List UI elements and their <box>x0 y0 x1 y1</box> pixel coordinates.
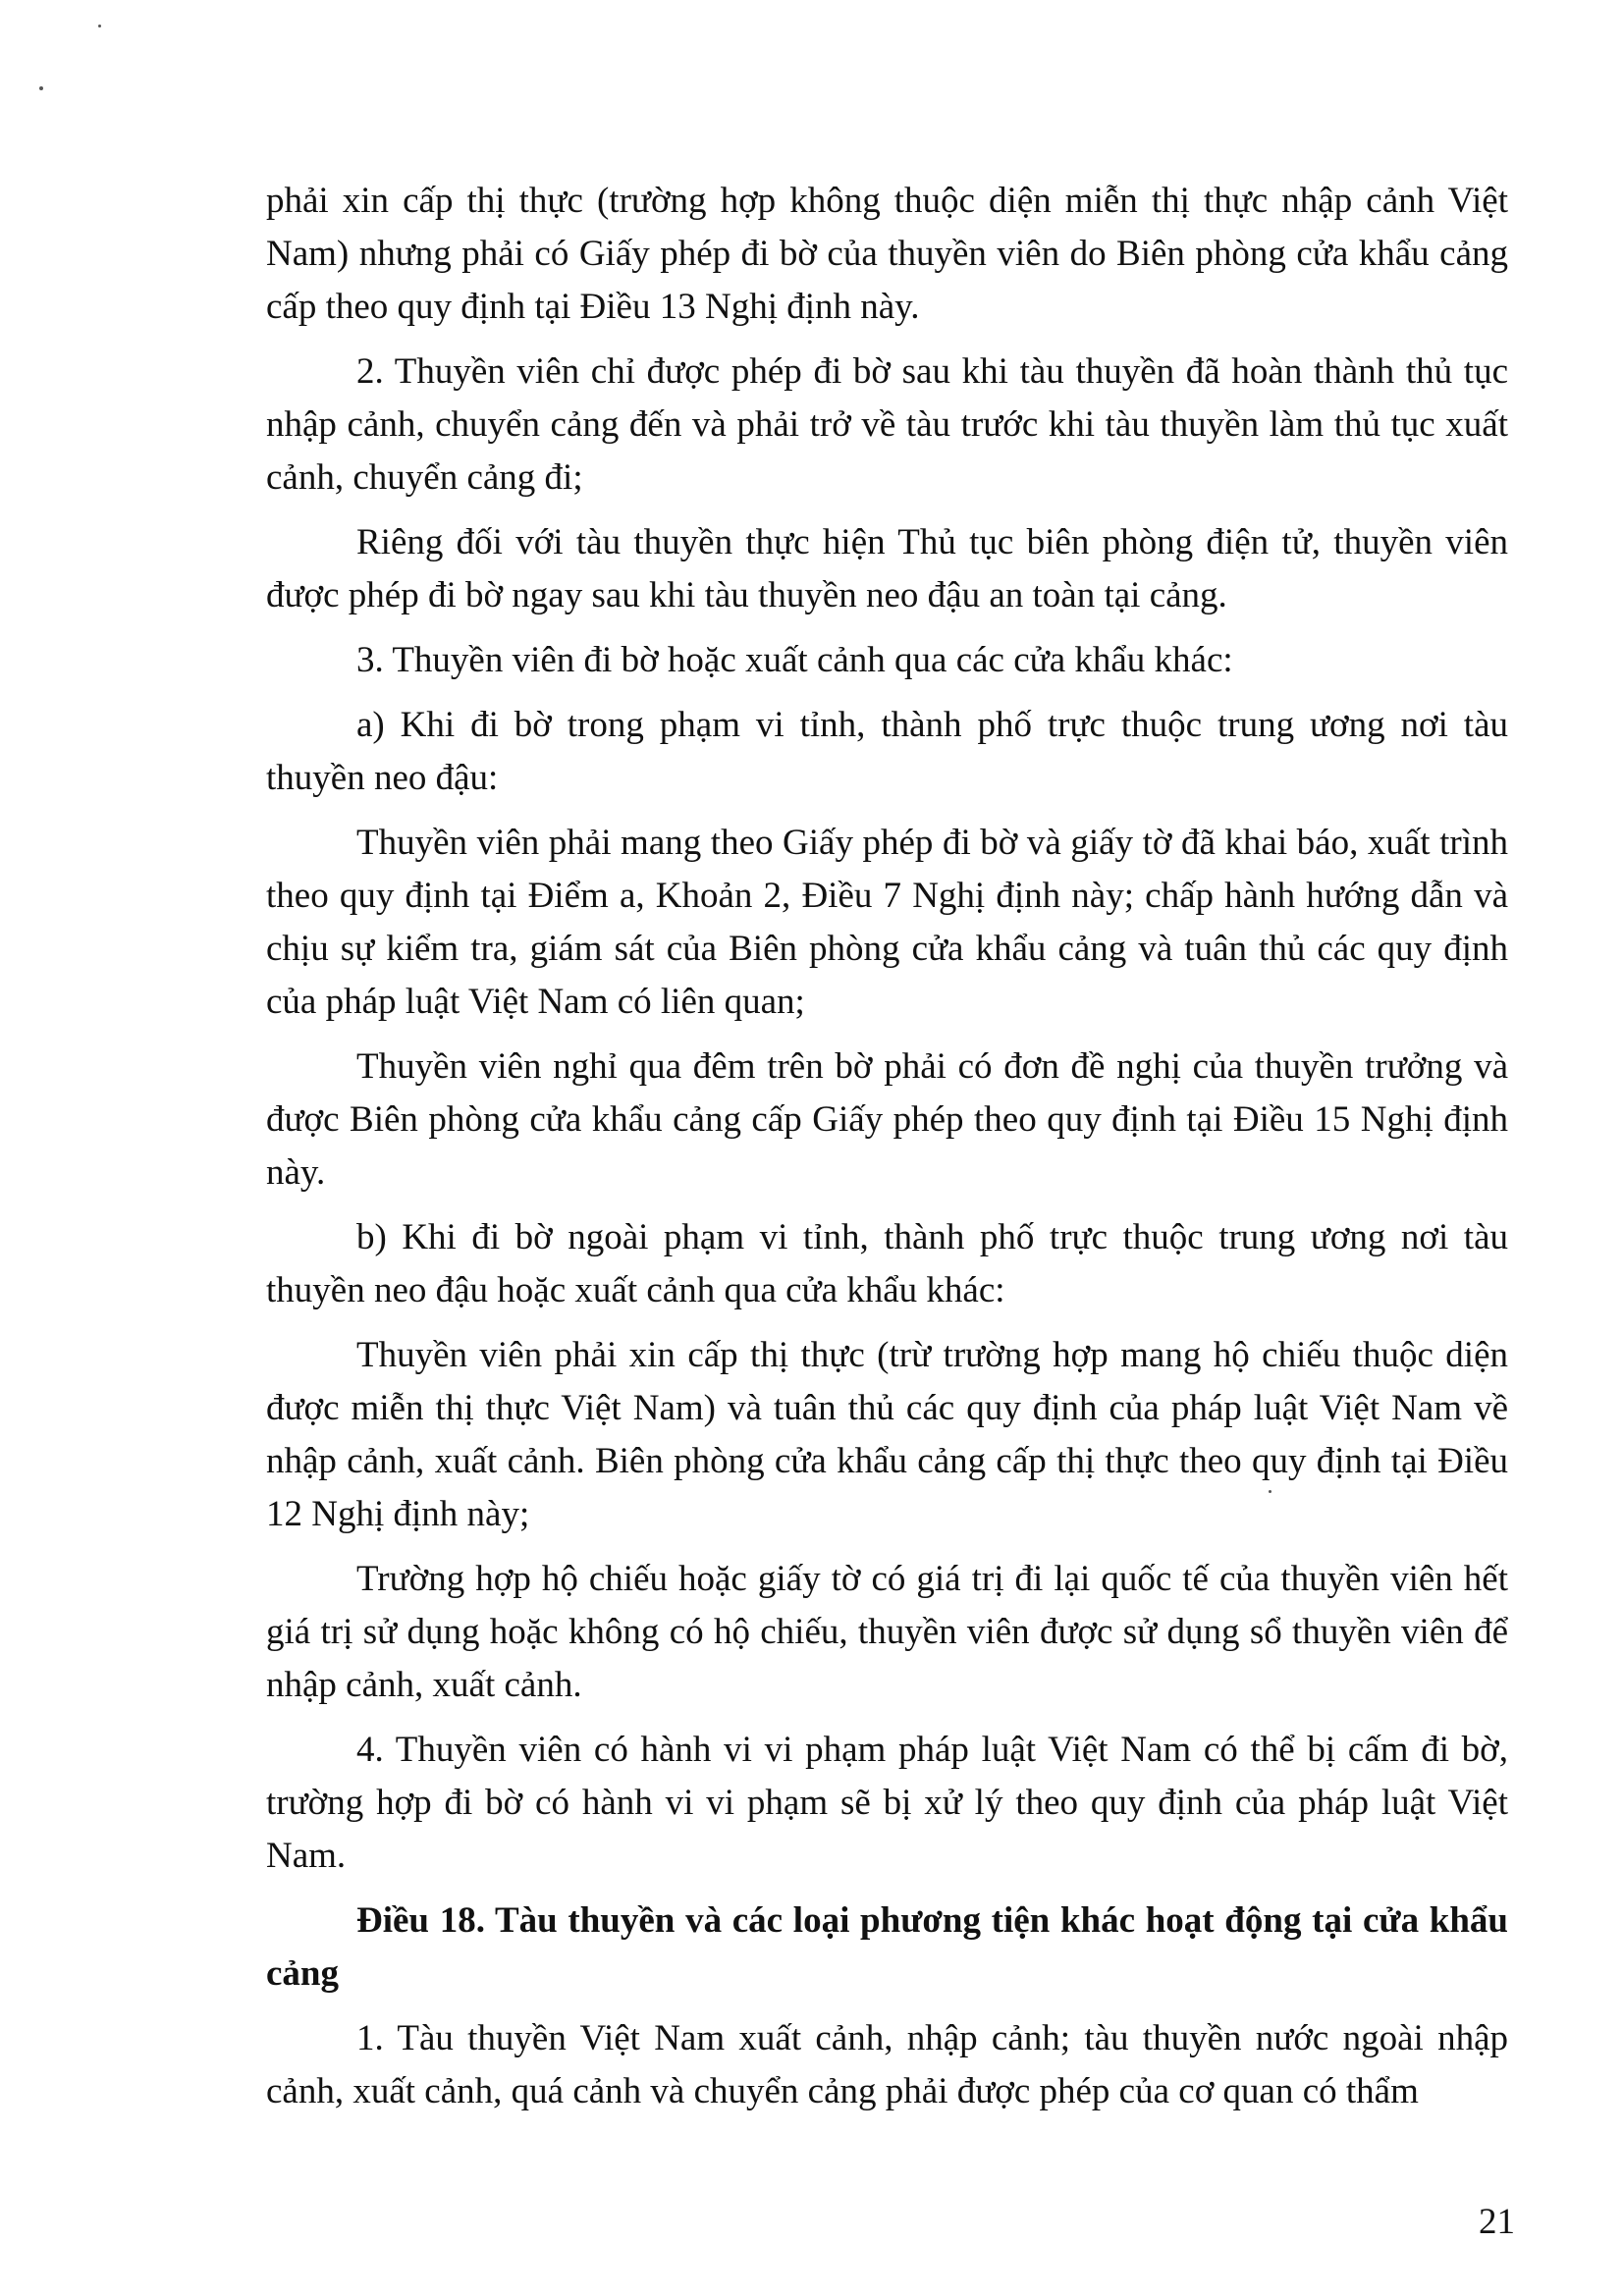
scan-speck <box>39 86 43 90</box>
paragraph-clause-2: 2. Thuyền viên chỉ được phép đi bờ sau khi tàu thuyền đã hoàn thành thủ tục nhập cảnh, chuyển cảng đến và phải trở về tàu trước khi tàu thuyền làm thủ tục xuất cảnh, chuyển cảng đi; <box>266 351 1508 498</box>
paragraph-electronic-procedure: Riêng đối với tàu thuyền thực hiện Thủ tục biên phòng điện tử, thuyền viên được phép đi bờ ngay sau khi tàu thuyền neo đậu an toàn tại cảng. <box>266 522 1508 615</box>
paragraph-article-18-clause-1: 1. Tàu thuyền Việt Nam xuất cảnh, nhập cảnh; tàu thuyền nước ngoài nhập cảnh, xuất cảnh, quá cảnh và chuyển cảng phải được phép của cơ quan có thẩm <box>266 2018 1508 2111</box>
paragraph-overnight-stay: Thuyền viên nghỉ qua đêm trên bờ phải có đơn đề nghị của thuyền trưởng và được Biên phòng cửa khẩu cảng cấp Giấy phép theo quy định tại Điều 15 Nghị định này. <box>266 1046 1508 1193</box>
article-18-heading: Điều 18. Tàu thuyền và các loại phương tiện khác hoạt động tại cửa khẩu cảng <box>266 1900 1508 1994</box>
paragraph-clause-4: 4. Thuyền viên có hành vi vi phạm pháp luật Việt Nam có thể bị cấm đi bờ, trường hợp đi bờ có hành vi vi phạm sẽ bị xử lý theo quy định của pháp luật Việt Nam. <box>266 1730 1508 1876</box>
paragraph-clause-3: 3. Thuyền viên đi bờ hoặc xuất cảnh qua các cửa khẩu khác: <box>356 640 1233 680</box>
paragraph-point-a: a) Khi đi bờ trong phạm vi tỉnh, thành phố trực thuộc trung ương nơi tàu thuyền neo đậu: <box>266 705 1508 798</box>
paragraph-shore-pass-rules: Thuyền viên phải mang theo Giấy phép đi bờ và giấy tờ đã khai báo, xuất trình theo quy định tại Điểm a, Khoản 2, Điều 7 Nghị định này; chấp hành hướng dẫn và chịu sự kiểm tra, giám sát của Biên phòng cửa khẩu cảng và tuân thủ các quy định của pháp luật Việt Nam có liên quan; <box>266 823 1508 1022</box>
scan-speck <box>98 25 101 27</box>
document-body <box>266 175 1508 2130</box>
page-number: 21 <box>1479 2202 1515 2242</box>
paragraph-visa-rules: Thuyền viên phải xin cấp thị thực (trừ trường hợp mang hộ chiếu thuộc diện được miễn thị thực Việt Nam) và tuân thủ các quy định của pháp luật Việt Nam về nhập cảnh, xuất cảnh. Biên phòng cửa khẩu cảng cấp thị thực theo quy định tại Điều 12 Nghị định này; <box>266 1335 1508 1534</box>
paragraph-continuation: phải xin cấp thị thực (trường hợp không thuộc diện miễn thị thực nhập cảnh Việt Nam) nhưng phải có Giấy phép đi bờ của thuyền viên do Biên phòng cửa khẩu cảng cấp theo quy định tại Điều 13 Nghị định này. <box>266 181 1508 327</box>
paragraph-point-b: b) Khi đi bờ ngoài phạm vi tỉnh, thành phố trực thuộc trung ương nơi tàu thuyền neo đậu hoặc xuất cảnh qua cửa khẩu khác: <box>266 1217 1508 1310</box>
paragraph-seaman-book: Trường hợp hộ chiếu hoặc giấy tờ có giá trị đi lại quốc tế của thuyền viên hết giá trị sử dụng hoặc không có hộ chiếu, thuyền viên được sử dụng sổ thuyền viên để nhập cảnh, xuất cảnh. <box>266 1559 1508 1705</box>
